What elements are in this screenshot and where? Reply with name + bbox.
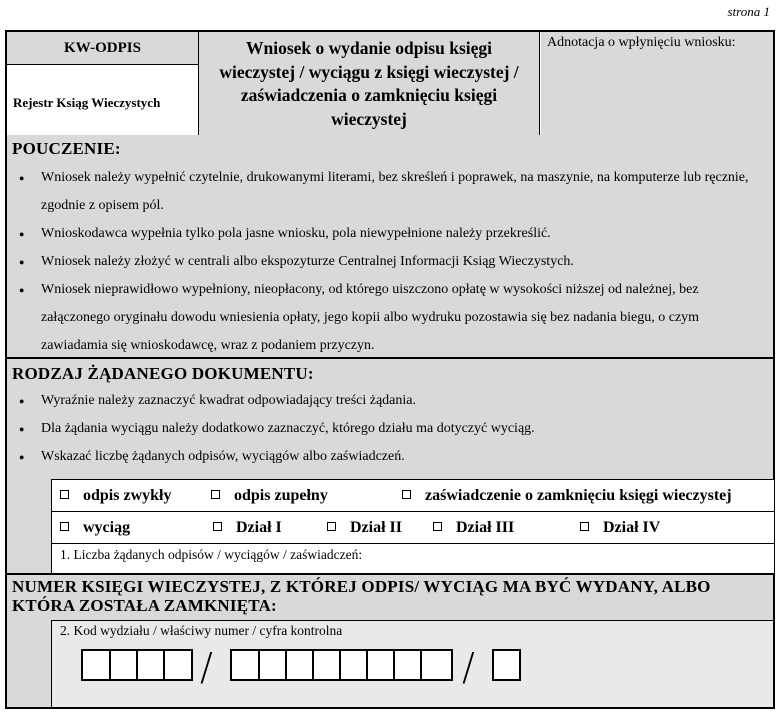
instruction-item: ● Wnioskodawca wypełnia tylko pola jasne wniosku, pola niewypełnione należy przekreślić. — [7, 220, 773, 248]
option-wyciag[interactable] — [60, 512, 130, 543]
checkbox-icon[interactable] — [60, 490, 69, 499]
book-number-input[interactable] — [230, 649, 453, 681]
form-frame — [5, 30, 775, 709]
checkbox-icon[interactable] — [211, 490, 220, 499]
instructions-section — [7, 135, 773, 359]
form-header — [7, 32, 773, 137]
book-number-field-label: 2. Kod wydziału / właściwy numer / cyfra kontrolna — [60, 623, 343, 638]
document-type-instruction: ● Dla żądania wyciągu należy dodatkowo zaznaczyć, którego działu ma dotyczyć wyciąg. — [7, 415, 773, 443]
instruction-item: ● Wniosek należy złożyć w centrali albo ekspozyturze Centralnej Informacji Ksiąg Wieczystych. — [7, 248, 773, 276]
option-label: odpis zwykły — [83, 487, 172, 504]
checkbox-icon[interactable] — [327, 522, 336, 531]
option-zaswiadczenie[interactable] — [402, 480, 732, 511]
count-field-label: 1. Liczba żądanych odpisów / wyciągów / zaświadczeń: — [60, 547, 363, 562]
registry-name: Rejestr Ksiąg Wieczystych — [13, 95, 161, 110]
form-title-line: wieczystej / wyciągu z księgi wieczystej / — [219, 61, 519, 82]
department-code-input[interactable] — [81, 649, 193, 681]
option-label: odpis zupełny — [234, 487, 328, 504]
form-code: KW-ODPIS — [7, 32, 198, 65]
checkbox-icon[interactable] — [580, 522, 589, 531]
form-title-line: zaświadczenia o zamknięciu księgi — [240, 85, 498, 105]
receipt-annotation-field: Adnotacja o wpłynięciu wniosku: — [541, 32, 773, 135]
option-dzial-2[interactable] — [327, 512, 402, 543]
option-label: Dział IV — [603, 519, 661, 536]
option-label: zaświadczenie o zamknięciu księgi wieczystej — [425, 487, 732, 504]
form-id-cell — [7, 32, 199, 135]
instruction-item: ● Wniosek należy wypełnić czytelnie, drukowanymi literami, bez skreśleń i poprawek, na maszynie, na komputerze lub ręcznie, zgodnie z opisem pól. — [7, 164, 773, 220]
book-number-title-line: NUMER KSIĘGI WIECZYSTEJ, Z KTÓREJ ODPIS/ WYCIĄG MA BYĆ WYDANY, ALBO — [12, 577, 711, 596]
option-label: Dział III — [456, 519, 515, 536]
checkbox-icon[interactable] — [60, 522, 69, 531]
option-label: Dział I — [236, 519, 282, 536]
page-number: strona 1 — [727, 4, 770, 19]
separator-slash: / — [462, 645, 475, 689]
option-odpis-zwykly[interactable] — [60, 480, 171, 511]
document-type-instruction: ● Wskazać liczbę żądanych odpisów, wyciągów albo zaświadczeń. — [7, 443, 773, 471]
instructions-title: POUCZENIE: — [12, 139, 121, 158]
checkbox-icon[interactable] — [433, 522, 442, 531]
form-title-line: Wniosek o wydanie odpisu księgi — [245, 38, 493, 58]
options-row-extract — [52, 512, 774, 544]
checkbox-icon[interactable] — [402, 490, 411, 499]
options-row-document — [52, 480, 774, 512]
document-type-title: RODZAJ ŻĄDANEGO DOKUMENTU: — [12, 364, 314, 383]
instruction-item: ● Wniosek nieprawidłowo wypełniony, nieopłacony, od którego uiszczono opłatę w wysokości niższej od należnej, bez załączonego oryginału dowodu wniesienia opłaty, jego kopii albo wydruku pozostawia się bez nadania biegu, o czym zawiadamia się wnioskodawcę, wraz z podaniem przyczyn. — [7, 276, 773, 360]
option-dzial-1[interactable] — [213, 512, 282, 543]
checkbox-icon[interactable] — [213, 522, 222, 531]
separator-slash: / — [200, 645, 213, 689]
option-label: wyciąg — [83, 519, 131, 536]
document-type-section — [7, 359, 773, 575]
document-options — [51, 479, 774, 573]
book-number-title-line: KTÓRA ZOSTAŁA ZAMKNIĘTA: — [12, 596, 277, 615]
form-title — [199, 32, 540, 135]
book-number-field — [51, 620, 773, 707]
option-odpis-zupelny[interactable] — [211, 480, 328, 511]
option-label: Dział II — [350, 519, 402, 536]
document-type-instruction: ● Wyraźnie należy zaznaczyć kwadrat odpowiadający treści żądania. — [7, 387, 773, 415]
check-digit-input[interactable] — [492, 649, 521, 681]
option-dzial-3[interactable] — [433, 512, 514, 543]
option-dzial-4[interactable] — [580, 512, 660, 543]
book-number-title — [7, 575, 773, 615]
book-number-section — [7, 575, 773, 707]
form-title-line: wieczystej — [331, 108, 407, 129]
